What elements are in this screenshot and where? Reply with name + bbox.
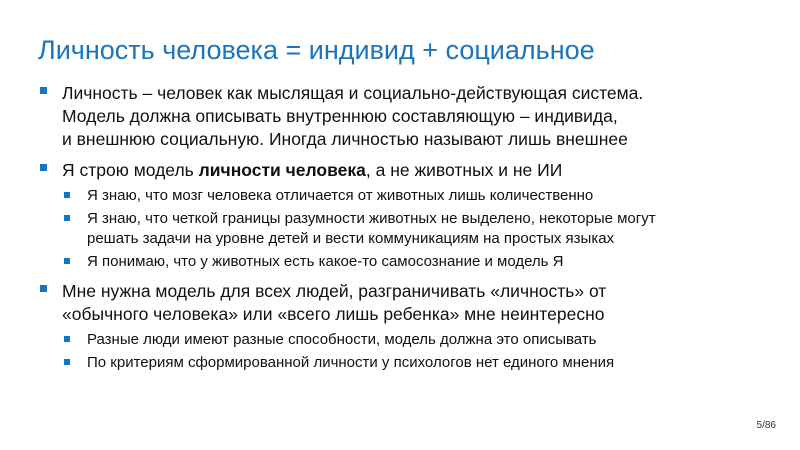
sub-bullet-text-line: Я понимаю, что у животных есть какое-то самосознание и модель Я (87, 253, 564, 270)
page-number: 5/86 (756, 420, 776, 431)
square-bullet-icon (64, 215, 70, 221)
sub-bullet-item (38, 209, 768, 249)
sub-bullet-item (38, 330, 768, 350)
bold-text-segment: личности человека (198, 160, 366, 180)
bullet-item (38, 280, 768, 326)
sub-bullet-text-line: По критериям сформированной личности у психологов нет единого мнения (87, 354, 615, 371)
square-bullet-icon (64, 258, 70, 264)
square-bullet-icon (40, 164, 47, 171)
bullet-group (38, 280, 768, 373)
slide-content (38, 82, 768, 381)
bullet-text-line: Модель должна описывать внутреннюю составляющую – индивида, (62, 106, 618, 126)
sub-bullet-text-line: решать задачи на уровне детей и вести коммуникациям на простых языках (87, 230, 615, 247)
square-bullet-icon (64, 359, 70, 365)
bullet-item (38, 159, 768, 182)
bullet-group (38, 159, 768, 272)
bullet-item (38, 82, 768, 151)
square-bullet-icon (40, 87, 47, 94)
bullet-text-line: Мне нужна модель для всех людей, разграничивать «личность» от (62, 281, 607, 301)
sub-bullet-text-line: Разные люди имеют разные способности, модель должна это описывать (87, 331, 597, 348)
bullet-text-line: и внешнюю социальную. Иногда личностью называют лишь внешнее (62, 129, 628, 149)
bullet-text-line (62, 159, 768, 182)
sub-bullet-text-line: Я знаю, что четкой границы разумности животных не выделено, некоторые могут (87, 210, 656, 227)
bullet-text-line: Личность – человек как мыслящая и социально-действующая система. (62, 83, 644, 103)
slide-title: Личность человека = индивид + социальное (38, 35, 595, 65)
sub-bullet-item (38, 353, 768, 373)
sub-bullet-item (38, 252, 768, 272)
square-bullet-icon (40, 285, 47, 292)
bullet-text-line: «обычного человека» или «всего лишь ребенка» мне неинтересно (62, 304, 605, 324)
text-segment: , а не животных и не ИИ (365, 160, 563, 180)
square-bullet-icon (64, 192, 70, 198)
sub-bullet-item (38, 186, 768, 206)
sub-bullet-text-line: Я знаю, что мозг человека отличается от животных лишь количественно (87, 187, 594, 204)
text-segment: Я строю модель (62, 160, 199, 180)
square-bullet-icon (64, 336, 70, 342)
